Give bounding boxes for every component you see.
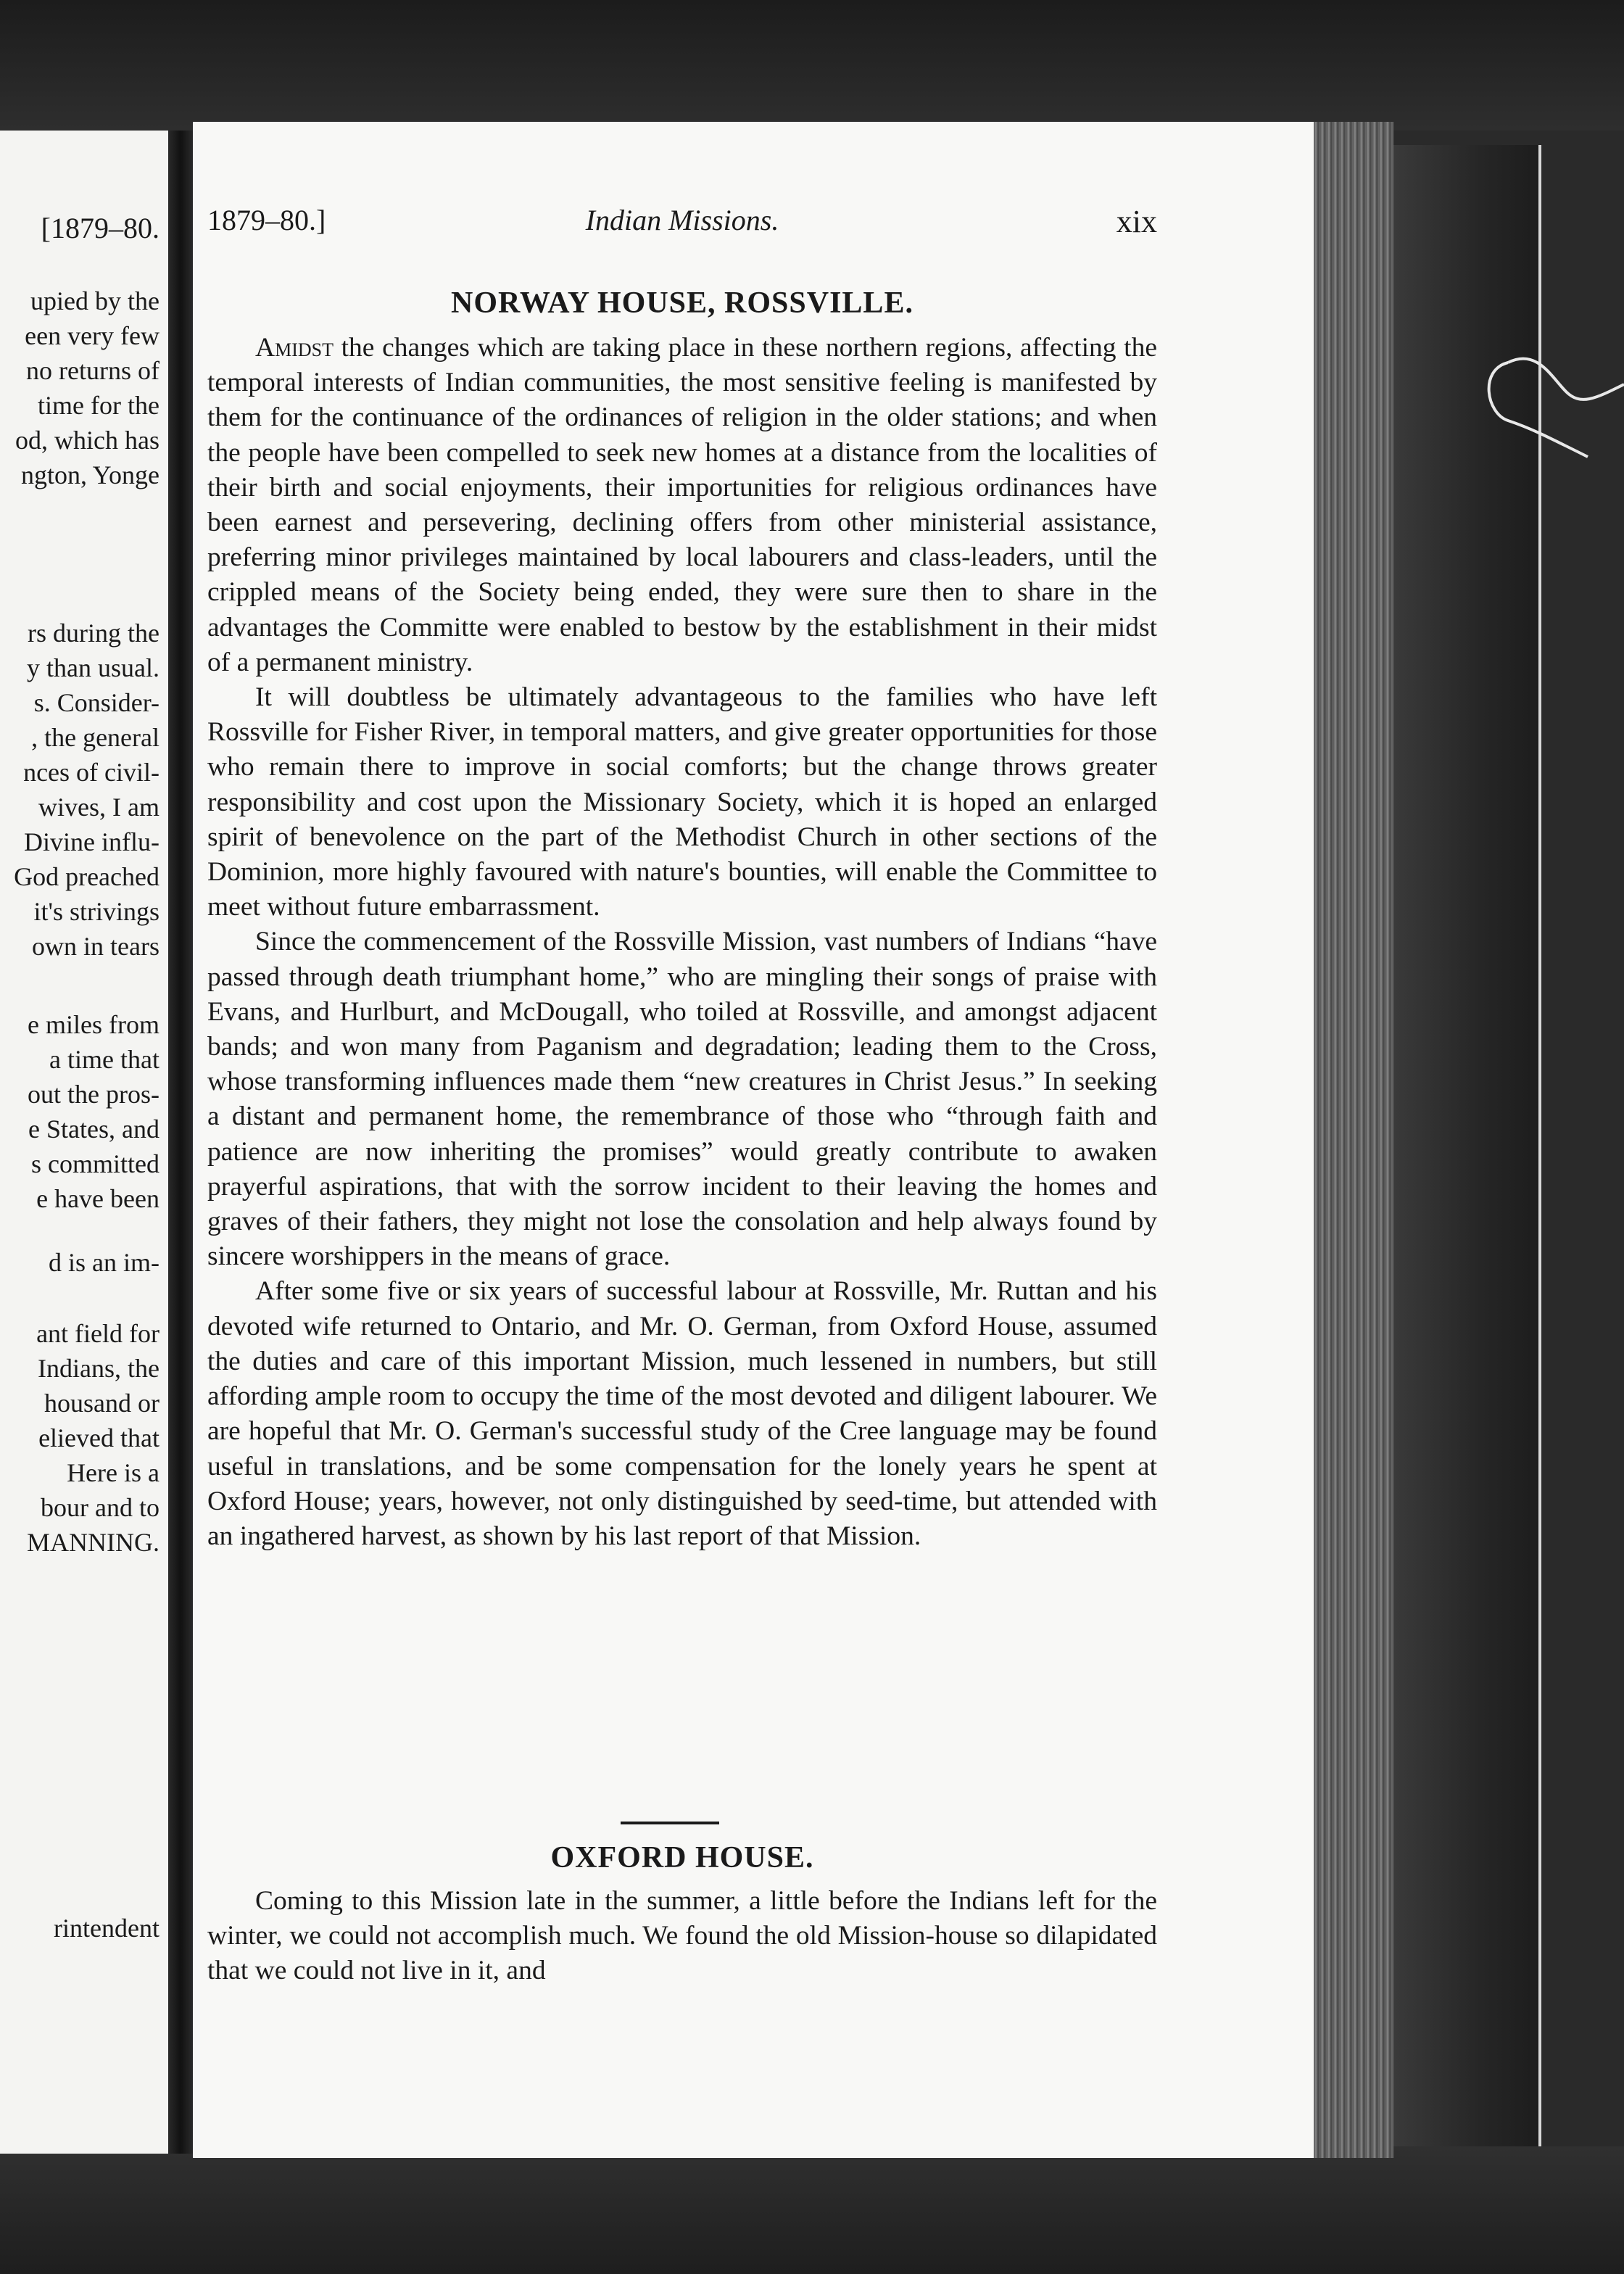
section-body-norway-house xyxy=(207,331,1157,1554)
background-top xyxy=(0,0,1624,131)
facing-page xyxy=(0,131,168,2154)
facing-page-line: elieved that xyxy=(38,1423,160,1452)
facing-page-line: it's strivings xyxy=(33,897,160,926)
facing-page-line: ngton, Yonge xyxy=(20,460,160,489)
facing-page-line: e States, and xyxy=(28,1115,160,1144)
facing-page-line: , the general xyxy=(31,723,160,752)
facing-page-line: housand or xyxy=(44,1389,160,1418)
drop-word: Amidst xyxy=(255,333,334,363)
page-edges xyxy=(1314,122,1393,2158)
facing-page-line: een very few xyxy=(25,321,160,350)
page-number: xix xyxy=(1116,204,1157,239)
facing-page-line: ant field for xyxy=(36,1319,160,1348)
section-title-norway-house: NORWAY HOUSE, ROSSVILLE. xyxy=(451,286,914,320)
facing-page-line: rs during the xyxy=(28,619,160,648)
facing-page-line: bour and to xyxy=(41,1493,160,1522)
facing-page-line: y than usual. xyxy=(27,653,160,682)
facing-page-line: time for the xyxy=(38,391,160,420)
paragraph: Coming to this Mission late in the summer, a little before the Indians left for the winter, we could not accomplish much. We found the old Mission-house so dilapidated that we could not live in it, and xyxy=(207,1886,1157,1986)
paragraph: It will doubtless be ultimately advantageous to the families who have left Rossville for Fisher River, in temporal matters, and give greater opportunities for those who remain there to improve in social comforts; but the change throws greater responsibility and cost upon the Missionary Society, which it is hoped an enlarged spirit of benevolence on the part of the Methodist Church in other sections of the Dominion, more highly favoured with nature's bounties, will enable the Committee to meet without future embarrassment. xyxy=(207,682,1157,922)
facing-page-line: God preached xyxy=(14,862,160,891)
facing-page-line: own in tears xyxy=(32,932,160,961)
facing-page-line: od, which has xyxy=(15,426,160,455)
facing-page-line: s. Consider- xyxy=(33,688,160,717)
section-title-oxford-house: OXFORD HOUSE. xyxy=(550,1841,814,1874)
paragraph: Since the commencement of the Rossville Mission, vast numbers of Indians “have passed through death triumphant home,” who are mingling their songs of praise with Evans, and Hurlburt, and McDougall, who toiled at Rossville, and amongst adjacent bands; and won many from Paganism and degradation; leading them to the Cross, whose transforming influences made them “new creatures in Christ Jesus.” In seeking a distant and permanent home, the remembrance of those who “through faith and patience are now inheriting the promises” would greatly contribute to awaken prayerful aspirations, that with the sorrow incident to their leaving the homes and graves of their fathers, they might not lose the consolation and help always found by sincere worshippers in the means of grace. xyxy=(207,927,1157,1272)
running-head-year: 1879–80.] xyxy=(207,204,326,236)
facing-page-line: out the pros- xyxy=(28,1080,160,1109)
main-page xyxy=(193,122,1314,2158)
facing-page-line: wives, I am xyxy=(38,793,160,822)
running-head-title: Indian Missions. xyxy=(585,204,779,236)
paragraph: After some five or six years of successful labour at Rossville, Mr. Ruttan and his devoted wife returned to Ontario, and Mr. O. German, from Oxford House, assumed the duties and care of this important Mission, much lessened in numbers, but still affording ample room to occupy the time of the most devoted and diligent labourer. We are hopeful that Mr. O. German's successful study of the Cree language may be found useful in translations, and be some compensation for the lonely years he spent at Oxford House; years, however, not only distinguished by seed-time, but attended with an ingathered harvest, as shown by his last report of that Mission. xyxy=(207,1276,1157,1551)
book-gutter xyxy=(168,131,193,2154)
facing-page-line: rintendent xyxy=(54,1914,160,1943)
background-bottom xyxy=(0,2146,1624,2274)
facing-page-line: MANNING. xyxy=(27,1528,160,1557)
facing-page-line: e miles from xyxy=(28,1010,160,1039)
facing-page-line: nces of civil- xyxy=(23,758,160,787)
facing-page-line: s committed xyxy=(31,1149,160,1178)
facing-page-line: e have been xyxy=(36,1184,160,1213)
facing-page-line: Divine influ- xyxy=(24,827,160,856)
paragraph-text: the changes which are taking place in these northern regions, affecting the temporal interests of Indian communities, the most sensitive feeling is manifested by them for the continuance of the ordinances of religion in the older stations; and when the people have been compelled to seek new homes at a distance from the localities of their birth and social enjoyments, their importunities for religious ordinances have been earnest and persevering, declining offers from other ministerial assistance, preferring minor privileges maintained by local labourers and class-leaders, until the crippled means of the Society being ended, they were sure then to share in the advantages the Committe were enabled to bestow by the establishment in their midst of a permanent ministry. xyxy=(207,333,1157,677)
paragraph xyxy=(207,331,1157,680)
facing-page-line: a time that xyxy=(49,1045,160,1074)
facing-page-line: [1879–80. xyxy=(41,212,160,244)
facing-page-line: d is an im- xyxy=(49,1248,160,1277)
facing-page-line: no returns of xyxy=(26,356,160,385)
facing-page-line: Indians, the xyxy=(38,1354,160,1383)
margin-scribble xyxy=(1479,348,1624,479)
section-body-oxford-house xyxy=(207,1884,1157,1989)
facing-page-line: upied by the xyxy=(30,286,160,315)
facing-page-line: Here is a xyxy=(67,1458,160,1487)
running-head xyxy=(207,203,1157,247)
section-divider xyxy=(621,1822,719,1824)
